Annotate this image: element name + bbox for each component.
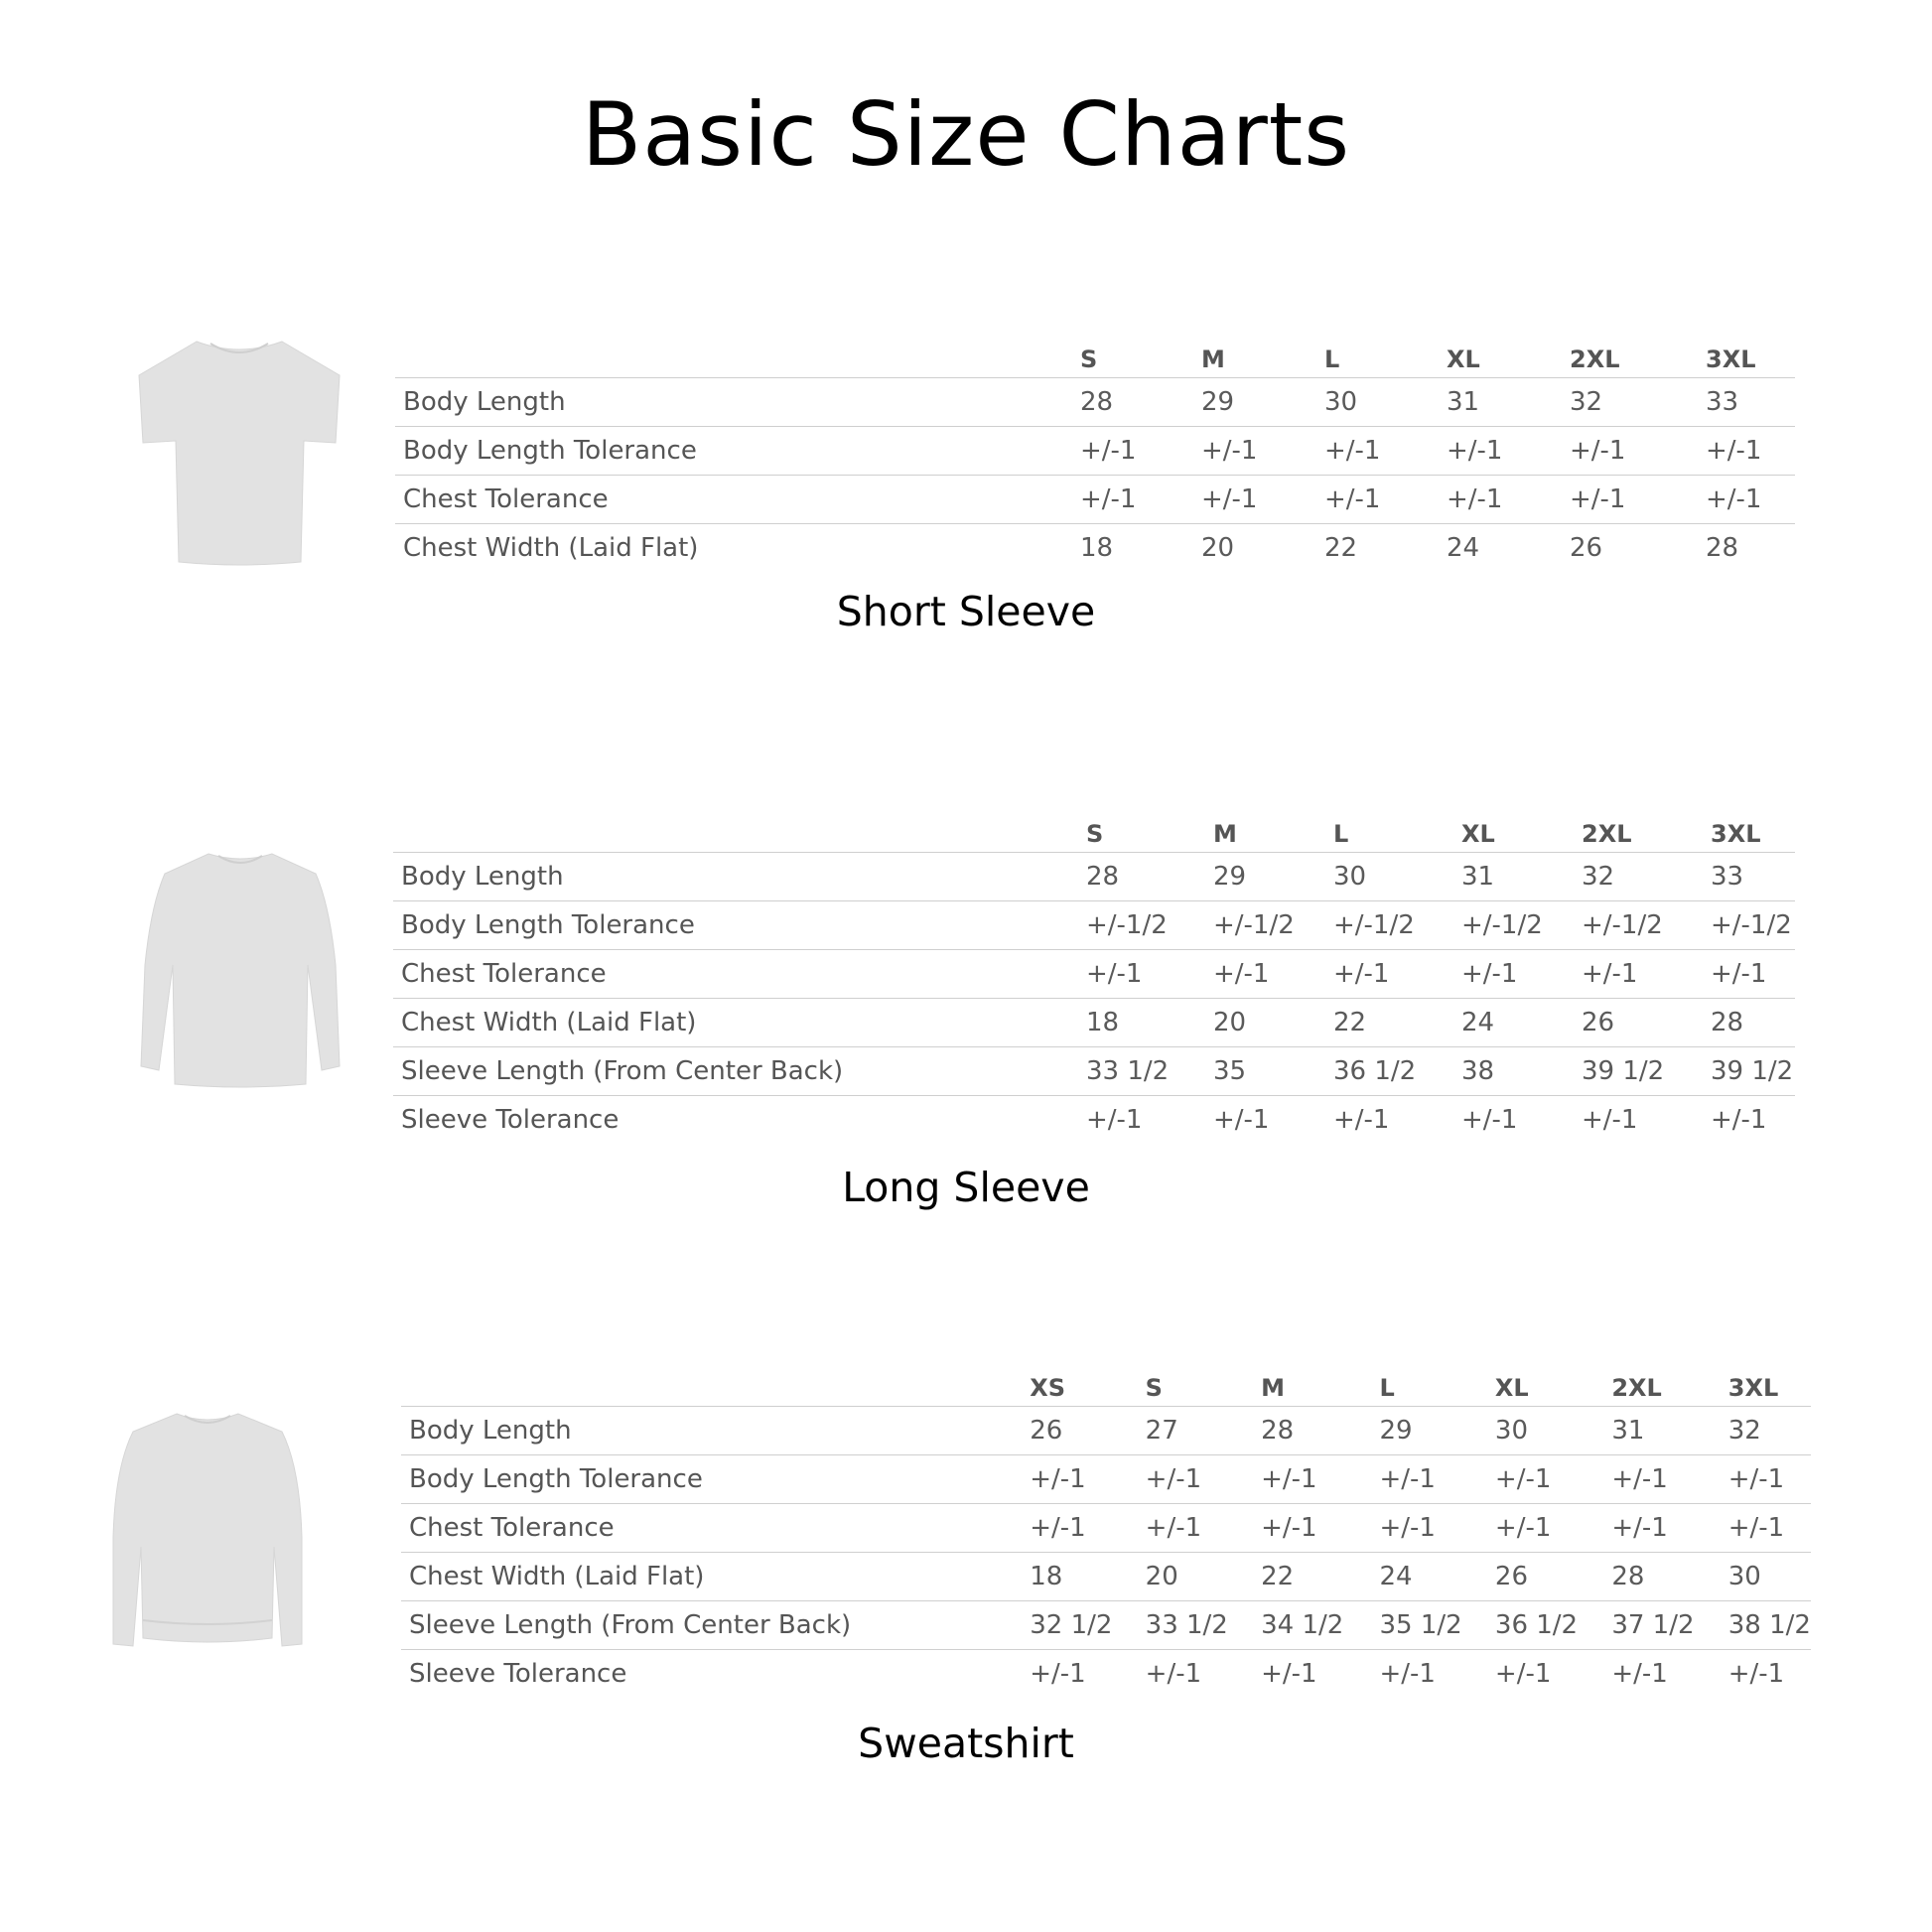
table-cell: 29 <box>1205 853 1325 901</box>
table-cell: +/-1 <box>1721 1455 1811 1504</box>
table-cell: +/-1 <box>1371 1650 1486 1699</box>
size-header: XS <box>1030 1374 1066 1402</box>
table-cell: +/-1 <box>1574 950 1703 999</box>
long-sleeve-size-table <box>393 804 1795 1144</box>
table-cell: 39 1/2 <box>1703 1047 1795 1096</box>
table-cell: 24 <box>1439 524 1562 573</box>
table-cell: 18 <box>1072 524 1193 573</box>
table-row <box>393 999 1795 1047</box>
table-cell: +/-1 <box>1562 427 1698 476</box>
table-cell: +/-1 <box>1487 1504 1603 1553</box>
long-sleeve-shirt-icon <box>131 846 349 1100</box>
table-cell: +/-1 <box>1487 1455 1603 1504</box>
table-cell: 20 <box>1205 999 1325 1047</box>
table-cell: +/-1 <box>1022 1650 1137 1699</box>
table-cell: 32 <box>1574 853 1703 901</box>
row-label: Sleeve Tolerance <box>393 1096 1078 1145</box>
table-cell: +/-1 <box>1371 1504 1486 1553</box>
size-header: L <box>1333 820 1349 848</box>
table-cell: +/-1/2 <box>1453 901 1574 950</box>
size-header: L <box>1379 1374 1395 1402</box>
table-cell: +/-1 <box>1562 476 1698 524</box>
table-cell: 26 <box>1562 524 1698 573</box>
table-cell: 31 <box>1603 1407 1720 1455</box>
size-header: S <box>1145 1374 1163 1402</box>
sweatshirt-icon <box>105 1408 310 1650</box>
size-header: S <box>1080 345 1098 373</box>
table-cell: 26 <box>1487 1553 1603 1601</box>
table-row <box>401 1650 1811 1699</box>
table-cell: +/-1 <box>1603 1650 1720 1699</box>
row-label: Body Length <box>393 853 1078 901</box>
table-row <box>393 853 1795 901</box>
table-row <box>395 427 1795 476</box>
table-cell: +/-1 <box>1205 950 1325 999</box>
table-cell: 27 <box>1138 1407 1253 1455</box>
table-row <box>401 1504 1811 1553</box>
table-row <box>401 1407 1811 1455</box>
row-label: Sleeve Length (From Center Back) <box>393 1047 1078 1096</box>
table-cell: +/-1 <box>1022 1455 1137 1504</box>
size-header: 3XL <box>1706 345 1756 373</box>
size-header: 3XL <box>1727 1374 1779 1402</box>
sweatshirt-caption: Sweatshirt <box>858 1720 1074 1767</box>
table-cell: 30 <box>1487 1407 1603 1455</box>
row-label: Chest Tolerance <box>393 950 1078 999</box>
row-label: Body Length Tolerance <box>395 427 1072 476</box>
table-cell: +/-1 <box>1703 1096 1795 1145</box>
table-cell: 39 1/2 <box>1574 1047 1703 1096</box>
row-label: Chest Width (Laid Flat) <box>401 1553 1022 1601</box>
table-row <box>393 901 1795 950</box>
table-cell: +/-1 <box>1439 427 1562 476</box>
table-cell: +/-1 <box>1138 1455 1253 1504</box>
table-cell: +/-1/2 <box>1574 901 1703 950</box>
table-cell: 38 1/2 <box>1721 1601 1811 1650</box>
size-header-row <box>401 1358 1811 1407</box>
table-cell: +/-1 <box>1072 427 1193 476</box>
table-cell: 22 <box>1325 999 1453 1047</box>
table-row <box>401 1553 1811 1601</box>
size-header: M <box>1201 345 1225 373</box>
table-cell: 22 <box>1253 1553 1371 1601</box>
table-cell: 29 <box>1371 1407 1486 1455</box>
table-cell: +/-1 <box>1138 1650 1253 1699</box>
size-header: XL <box>1494 1374 1529 1402</box>
table-cell: 32 1/2 <box>1022 1601 1137 1650</box>
table-cell: 35 1/2 <box>1371 1601 1486 1650</box>
table-cell: +/-1 <box>1316 427 1439 476</box>
table-cell: +/-1 <box>1138 1504 1253 1553</box>
size-header-row <box>393 804 1795 853</box>
table-cell: 31 <box>1453 853 1574 901</box>
row-label: Chest Width (Laid Flat) <box>395 524 1072 573</box>
size-header: L <box>1324 345 1340 373</box>
table-cell: +/-1 <box>1253 1504 1371 1553</box>
table-cell: +/-1 <box>1453 1096 1574 1145</box>
table-cell: +/-1 <box>1371 1455 1486 1504</box>
table-row <box>393 1047 1795 1096</box>
table-cell: 24 <box>1371 1553 1486 1601</box>
table-cell: 36 1/2 <box>1487 1601 1603 1650</box>
table-cell: 26 <box>1022 1407 1137 1455</box>
sweatshirt-size-table <box>401 1358 1811 1698</box>
table-cell: 24 <box>1453 999 1574 1047</box>
table-cell: 33 1/2 <box>1078 1047 1205 1096</box>
size-header: M <box>1213 820 1237 848</box>
header-spacer <box>401 1358 1022 1407</box>
table-cell: 28 <box>1253 1407 1371 1455</box>
table-cell: 28 <box>1698 524 1795 573</box>
table-cell: 37 1/2 <box>1603 1601 1720 1650</box>
table-cell: 30 <box>1316 378 1439 427</box>
row-label: Body Length <box>401 1407 1022 1455</box>
table-cell: +/-1 <box>1721 1504 1811 1553</box>
row-label: Chest Tolerance <box>395 476 1072 524</box>
table-cell: +/-1 <box>1703 950 1795 999</box>
table-cell: 33 1/2 <box>1138 1601 1253 1650</box>
table-row <box>393 950 1795 999</box>
header-spacer <box>393 804 1078 853</box>
table-cell: 26 <box>1574 999 1703 1047</box>
size-header: 2XL <box>1582 820 1632 848</box>
size-header: 2XL <box>1570 345 1620 373</box>
table-cell: +/-1/2 <box>1078 901 1205 950</box>
table-cell: 28 <box>1078 853 1205 901</box>
table-row <box>401 1455 1811 1504</box>
table-cell: 20 <box>1193 524 1316 573</box>
table-row <box>401 1601 1811 1650</box>
size-header: XL <box>1461 820 1495 848</box>
table-cell: +/-1 <box>1487 1650 1603 1699</box>
row-label: Sleeve Length (From Center Back) <box>401 1601 1022 1650</box>
header-spacer <box>395 330 1072 378</box>
table-cell: +/-1 <box>1603 1455 1720 1504</box>
table-cell: 28 <box>1703 999 1795 1047</box>
table-cell: +/-1 <box>1453 950 1574 999</box>
size-header: 3XL <box>1711 820 1761 848</box>
short-sleeve-size-table <box>395 330 1795 572</box>
table-cell: +/-1 <box>1316 476 1439 524</box>
page-title: Basic Size Charts <box>581 83 1351 186</box>
table-cell: 32 <box>1721 1407 1811 1455</box>
size-header: M <box>1261 1374 1285 1402</box>
size-header-row <box>395 330 1795 378</box>
table-cell: +/-1/2 <box>1325 901 1453 950</box>
table-cell: +/-1 <box>1698 427 1795 476</box>
t-shirt-icon <box>137 336 342 570</box>
table-cell: +/-1 <box>1193 476 1316 524</box>
table-cell: +/-1 <box>1253 1650 1371 1699</box>
table-cell: +/-1 <box>1022 1504 1137 1553</box>
table-cell: 18 <box>1022 1553 1137 1601</box>
table-row <box>393 1096 1795 1145</box>
table-cell: 38 <box>1453 1047 1574 1096</box>
table-cell: +/-1 <box>1078 1096 1205 1145</box>
table-cell: +/-1 <box>1721 1650 1811 1699</box>
size-header: S <box>1086 820 1104 848</box>
table-cell: 36 1/2 <box>1325 1047 1453 1096</box>
table-cell: 33 <box>1698 378 1795 427</box>
table-cell: 34 1/2 <box>1253 1601 1371 1650</box>
table-cell: +/-1/2 <box>1703 901 1795 950</box>
table-cell: +/-1 <box>1325 950 1453 999</box>
table-cell: 30 <box>1721 1553 1811 1601</box>
row-label: Chest Tolerance <box>401 1504 1022 1553</box>
table-cell: +/-1 <box>1325 1096 1453 1145</box>
table-cell: +/-1 <box>1253 1455 1371 1504</box>
table-row <box>395 524 1795 573</box>
row-label: Chest Width (Laid Flat) <box>393 999 1078 1047</box>
size-header: XL <box>1447 345 1480 373</box>
row-label: Body Length Tolerance <box>393 901 1078 950</box>
table-cell: +/-1 <box>1439 476 1562 524</box>
table-cell: +/-1 <box>1072 476 1193 524</box>
table-row <box>395 378 1795 427</box>
table-cell: 31 <box>1439 378 1562 427</box>
table-cell: +/-1 <box>1193 427 1316 476</box>
table-cell: 22 <box>1316 524 1439 573</box>
table-cell: 28 <box>1072 378 1193 427</box>
long-sleeve-caption: Long Sleeve <box>842 1164 1090 1211</box>
table-cell: +/-1 <box>1078 950 1205 999</box>
table-cell: +/-1 <box>1603 1504 1720 1553</box>
table-cell: 32 <box>1562 378 1698 427</box>
table-cell: 33 <box>1703 853 1795 901</box>
table-cell: 29 <box>1193 378 1316 427</box>
size-header: 2XL <box>1611 1374 1662 1402</box>
table-cell: 28 <box>1603 1553 1720 1601</box>
table-cell: +/-1/2 <box>1205 901 1325 950</box>
row-label: Body Length <box>395 378 1072 427</box>
row-label: Body Length Tolerance <box>401 1455 1022 1504</box>
table-cell: 20 <box>1138 1553 1253 1601</box>
table-cell: +/-1 <box>1574 1096 1703 1145</box>
row-label: Sleeve Tolerance <box>401 1650 1022 1699</box>
table-cell: 35 <box>1205 1047 1325 1096</box>
table-cell: +/-1 <box>1698 476 1795 524</box>
table-cell: +/-1 <box>1205 1096 1325 1145</box>
table-row <box>395 476 1795 524</box>
table-cell: 30 <box>1325 853 1453 901</box>
table-cell: 18 <box>1078 999 1205 1047</box>
short-sleeve-caption: Short Sleeve <box>836 588 1096 635</box>
